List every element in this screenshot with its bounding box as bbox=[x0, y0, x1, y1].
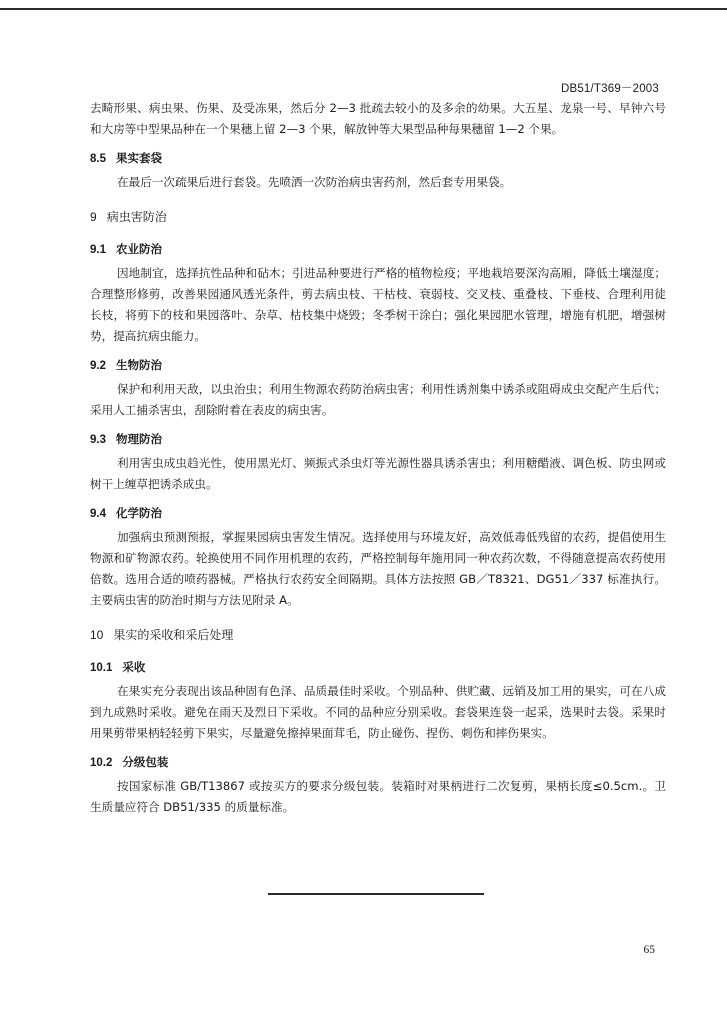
page-number: 65 bbox=[643, 944, 655, 956]
section-number: 9.4 bbox=[90, 508, 106, 520]
section-title: 生物防治 bbox=[116, 358, 162, 372]
section-number: 10.1 bbox=[90, 662, 113, 674]
section-9-3-heading bbox=[90, 429, 666, 450]
section-9-1-text: 因地制宜，选择抗性品种和砧木；引进品种要进行严格的植物检疫；平地栽培要深沟高厢，降低土壤湿度；合理整形修剪，改善果园通风透光条件，剪去病虫枝、干枯枝、衰弱枝、交叉枝、重叠枝、下垂枝、合理利用徒长枝，将剪下的枝和果园落叶、杂草、枯枝集中烧毁；冬季树干涂白；强化果园肥水管理，增施有机肥，增强树势，提高抗病虫能力。 bbox=[90, 266, 666, 343]
section-10-1-heading bbox=[90, 657, 666, 678]
section-8-5-heading bbox=[90, 148, 666, 169]
section-10-2-text: 按国家标准 GB/T13867 或按买方的要求分级包装。装箱时对果柄进行二次复剪，果柄长度≤0.5cm.。卫生质量应符合 DB51/335 的质量标准。 bbox=[90, 779, 666, 814]
section-10-1-text: 在果实充分表现出该品种固有色泽、品质最佳时采收。个别品种、供贮藏、远销及加工用的果实，可在八成到九成熟时采收。避免在雨天及烈日下采收。不同的品种应分别采收。套袋果连袋一起采，选果时去袋。采果时用果剪带果柄轻轻剪下果实，尽量避免擦掉果面茸毛，防止碰伤、捏伤、刺伤和摔伤果实。 bbox=[90, 684, 666, 740]
section-title: 物理防治 bbox=[116, 432, 162, 446]
section-title: 果实套袋 bbox=[116, 151, 162, 165]
section-number: 9.1 bbox=[90, 244, 106, 256]
section-number: 9.2 bbox=[90, 360, 106, 372]
section-8-5-text: 在最后一次疏果后进行套袋。先喷洒一次防治病虫害药剂，然后套专用果袋。 bbox=[117, 175, 512, 189]
document-code: DB51/T369－2003 bbox=[560, 83, 659, 95]
intro-paragraph: 去畸形果、病虫果、伤果、及受冻果，然后分 2—3 批疏去较小的及多余的幼果。大五星、龙泉一号、早钟六号和大房等中型果品种在一个果穗上留 2—3 个果，解放钟等大果型品种每果穗留 1—2 个果。 bbox=[90, 101, 666, 136]
section-9-3-text: 利用害虫成虫趋光性，使用黑光灯、频振式杀虫灯等光源性器具诱杀害虫；利用糖醋液、调色板、防虫网或树干上缠草把诱杀成虫。 bbox=[90, 456, 666, 491]
section-number: 9 bbox=[90, 210, 97, 224]
top-rule bbox=[0, 8, 727, 10]
section-number: 9.3 bbox=[90, 434, 106, 446]
section-9-4-text: 加强病虫预测预报，掌握果园病虫害发生情况。选择使用与环境友好，高效低毒低残留的农药，提倡使用生物源和矿物源农药。轮换使用不同作用机理的农药，严格控制每年施用同一种农药次数，不得随意提高农药使用倍数。选用合适的喷药器械。严格执行农药安全间隔期。具体方法按照 GB／T8321、DG51／337 标准执行。主要病虫害的防治时期与方法见附录 A。 bbox=[90, 530, 666, 607]
section-title: 果实的采收和采后处理 bbox=[113, 628, 234, 642]
end-rule bbox=[268, 893, 484, 895]
section-9-2-heading bbox=[90, 355, 666, 376]
section-10-heading bbox=[90, 625, 666, 645]
section-number: 10.2 bbox=[90, 757, 113, 769]
section-9-2-text: 保护和利用天敌，以虫治虫；利用生物源农药防治病虫害；利用性诱剂集中诱杀或阻碍成虫交配产生后代；采用人工捕杀害虫，刮除附着在表皮的病虫害。 bbox=[90, 382, 666, 417]
section-9-heading bbox=[90, 207, 666, 227]
section-9-4-heading bbox=[90, 503, 666, 524]
section-title: 分级包装 bbox=[122, 755, 169, 769]
section-number: 10 bbox=[90, 628, 104, 642]
section-number: 8.5 bbox=[90, 153, 106, 165]
section-9-1-heading bbox=[90, 239, 666, 260]
section-10-2-heading bbox=[90, 752, 666, 773]
section-title: 病虫害防治 bbox=[106, 210, 167, 224]
page-content bbox=[90, 98, 666, 826]
section-title: 化学防治 bbox=[116, 506, 162, 520]
section-title: 采收 bbox=[122, 660, 146, 674]
section-title: 农业防治 bbox=[116, 242, 162, 256]
